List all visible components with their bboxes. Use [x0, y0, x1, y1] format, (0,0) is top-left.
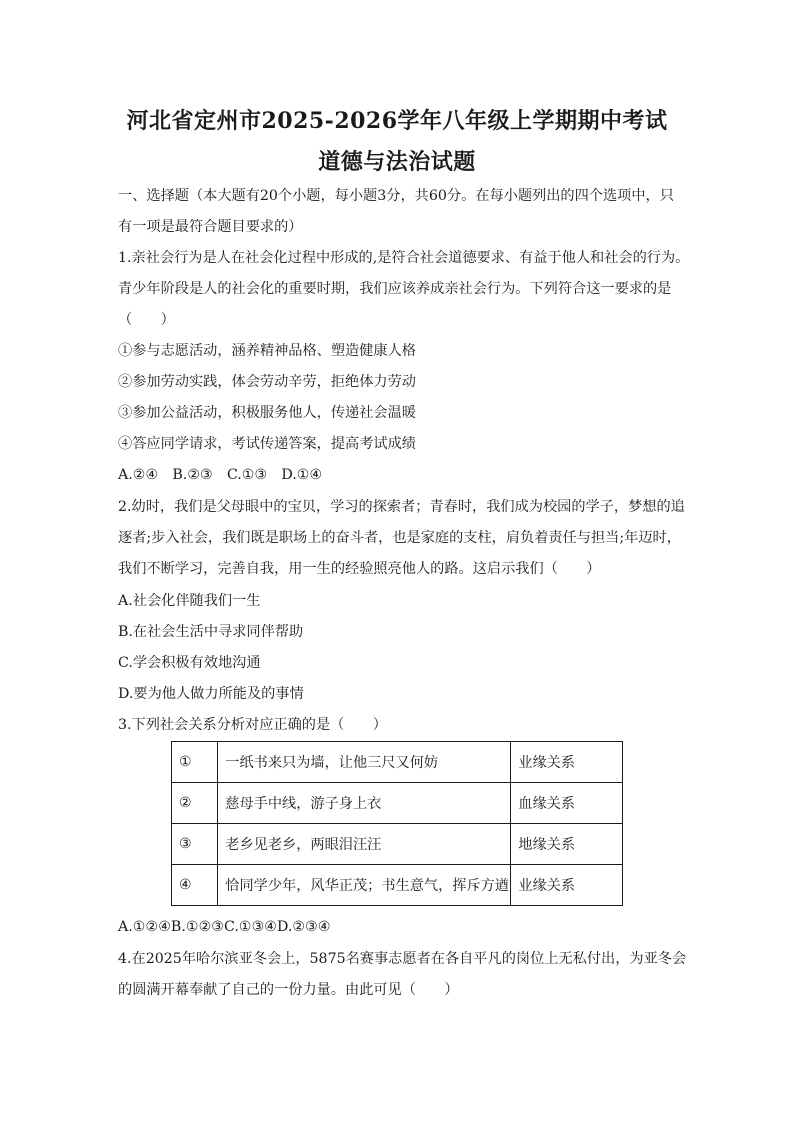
q1-stem: 1.亲社会行为是人在社会化过程中形成的,是符合社会道德要求、有益于他人和社会的行为。 — [118, 250, 690, 266]
table-row — [172, 783, 623, 824]
q4-stem-cont: 的圆满开幕奉献了自己的一份力量。由此可见（ ） — [118, 982, 459, 998]
row-quote: 慈母手中线，游子身上衣 — [218, 783, 511, 824]
row-number: ③ — [172, 824, 218, 865]
q4-stem: 4.在2025年哈尔滨亚冬会上，5875名赛事志愿者在各自平凡的岗位上无私付出，为亚冬会 — [118, 951, 687, 967]
section-heading: 一、选择题（本大题有20个小题，每小题3分，共60分。在每小题列出的四个选项中，只 — [118, 188, 674, 204]
q2-stem-cont: 我们不断学习，完善自我，用一生的经验照亮他人的路。这启示我们（ ） — [118, 561, 601, 577]
exam-subtitle: 道德与法治试题 — [318, 149, 476, 175]
row-quote: 恰同学少年，风华正茂；书生意气，挥斥方遒 — [218, 865, 511, 906]
q1-item: ③参加公益活动，积极服务他人，传递社会温暖 — [118, 405, 416, 421]
q2-stem: 2.幼时，我们是父母眼中的宝贝，学习的探索者；青春时，我们成为校园的学子，梦想的追 — [118, 499, 685, 515]
q2-option-c: C.学会积极有效地沟通 — [118, 655, 261, 671]
q3-relation-table — [171, 741, 623, 906]
table-row — [172, 824, 623, 865]
q3-stem: 3.下列社会关系分析对应正确的是（ ） — [118, 717, 387, 733]
table-row — [172, 742, 623, 783]
q1-blank: （ ） — [118, 312, 175, 328]
q2-option-d: D.要为他人做力所能及的事情 — [118, 686, 304, 702]
row-number: ① — [172, 742, 218, 783]
row-relation: 业缘关系 — [511, 865, 623, 906]
q2-stem-cont: 逐者;步入社会，我们既是职场上的奋斗者，也是家庭的支柱，肩负着责任与担当;年迈时， — [118, 530, 681, 546]
q2-option-b: B.在社会生活中寻求同伴帮助 — [118, 624, 304, 640]
section-heading-cont: 有一项是最符合题目要求的） — [118, 219, 303, 235]
row-quote: 老乡见老乡，两眼泪汪汪 — [218, 824, 511, 865]
q1-item: ①参与志愿活动，涵养精神品格、塑造健康人格 — [118, 343, 416, 359]
q1-stem-cont: 青少年阶段是人的社会化的重要时期，我们应该养成亲社会行为。下列符合这一要求的是 — [118, 281, 672, 297]
row-relation: 地缘关系 — [511, 824, 623, 865]
exam-title: 河北省定州市2025-2026学年八年级上学期期中考试 — [126, 108, 668, 134]
q1-item: ④答应同学请求，考试传递答案，提高考试成绩 — [118, 436, 416, 452]
q1-item: ②参加劳动实践，体会劳动辛劳，拒绝体力劳动 — [118, 374, 416, 390]
row-quote: 一纸书来只为墙，让他三尺又何妨 — [218, 742, 511, 783]
q2-option-a: A.社会化伴随我们一生 — [118, 593, 261, 609]
q3-options: A.①②④B.①②③C.①③④D.②③④ — [118, 919, 331, 935]
row-number: ② — [172, 783, 218, 824]
row-relation: 业缘关系 — [511, 742, 623, 783]
table-row — [172, 865, 623, 906]
row-relation: 血缘关系 — [511, 783, 623, 824]
q1-options: A.②④ B.②③ C.①③ D.①④ — [118, 467, 323, 483]
row-number: ④ — [172, 865, 218, 906]
